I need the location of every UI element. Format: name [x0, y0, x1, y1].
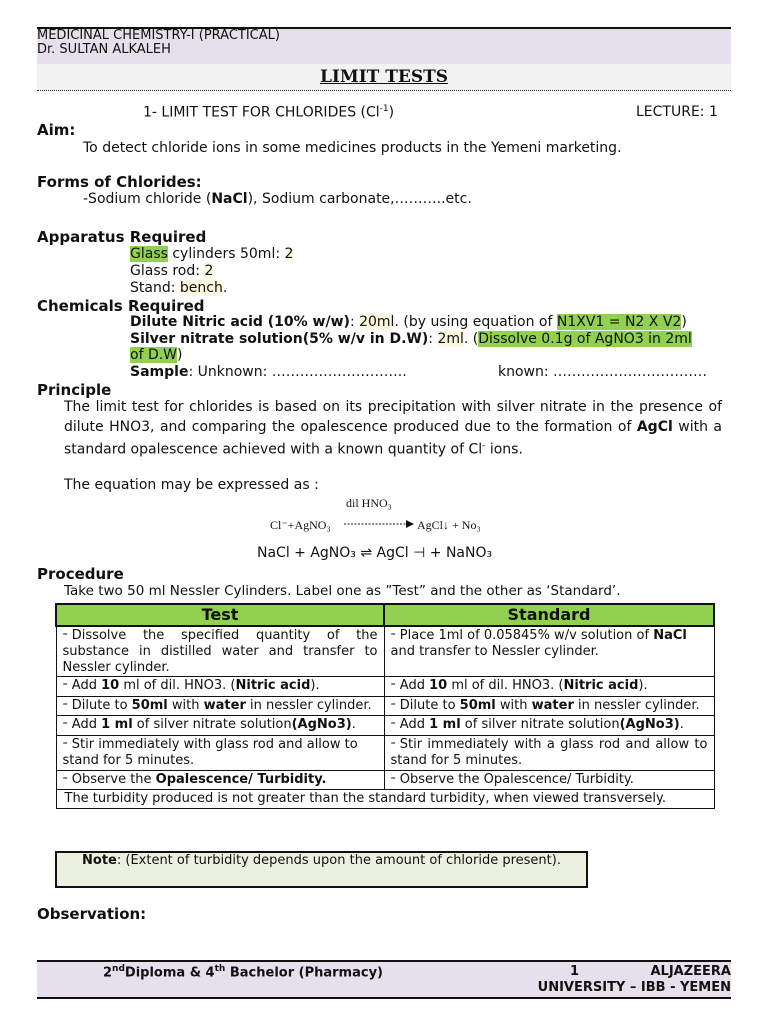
step3-c: with [167, 697, 204, 713]
standard-step-6 [384, 770, 714, 790]
test-step-3 [56, 696, 384, 716]
table-row [56, 626, 714, 677]
equation1-products: AgCl↓ + No₃ [417, 518, 481, 532]
note-label: Note [82, 853, 117, 868]
principle-sup: - [482, 441, 486, 451]
principle-text-a: The limit test for chlorides is based on its precipitation with silver nitrate in the presence of dilute HNO3, and comparing the opalescence produced due to the formation of [64, 399, 722, 435]
equation2: NaCl + AgNO₃ ⇌ AgCl ⊣ + NaNO₃ [257, 545, 493, 561]
title-band [37, 64, 731, 91]
table-row [56, 770, 714, 790]
page-number: 1 [570, 964, 580, 979]
table-row [56, 716, 714, 736]
step2-c: ml of dil. HNO3. ( [447, 678, 564, 693]
step2-d: Nitric acid [235, 678, 311, 693]
nitric-colon: : [349, 314, 360, 330]
table-conclusion-row [56, 790, 714, 809]
silver-amount: 2ml [437, 330, 464, 347]
nitric-note: . (by using equation of [394, 314, 557, 330]
test-step-6 [56, 770, 384, 790]
aim-heading: Aim: [37, 121, 76, 139]
chemicals-list [130, 314, 732, 380]
test-step-1-text: Dissolve the specified quantity of the substance in distilled water and transfer to Nessler cylinder. [62, 627, 378, 675]
equation1-reactants: Cl⁻+AgNO₃ [270, 518, 331, 532]
step4-b: 1 ml [101, 717, 133, 732]
chemical-silver-note-line2 [130, 347, 732, 364]
test-step-5 [56, 735, 384, 770]
procedure-table [55, 603, 715, 809]
step4-d: (AgNo3) [619, 717, 680, 732]
step6-b: Opalescence/ Turbidity. [155, 771, 327, 787]
chemicals-heading: Chemicals Required [37, 297, 205, 315]
footer-sup1: nd [112, 964, 125, 974]
step3-d: water [531, 697, 574, 713]
step3-a: Dilute to [71, 697, 132, 713]
silver-colon: : [428, 330, 438, 347]
bullet-icon: ⁼ [62, 630, 68, 642]
standard-column-header: Standard [384, 604, 714, 626]
forms-post: ), Sodium carbonate,………..etc. [247, 191, 472, 207]
stand-label: Stand: [130, 280, 180, 296]
standard-step-4 [384, 716, 714, 736]
test-step-1 [56, 626, 384, 677]
document-footer [37, 960, 731, 999]
principle-agcl: AgCl [636, 418, 673, 435]
principle-paragraph [64, 398, 722, 460]
forms-heading: Forms of Chlorides: [37, 173, 202, 191]
bullet-icon: ⁼ [390, 700, 396, 712]
note-box [55, 851, 588, 888]
step3-b: 50ml [459, 697, 496, 713]
table-row [56, 677, 714, 697]
principle-heading: Principle [37, 381, 112, 399]
apparatus-glass-cylinders [130, 246, 293, 263]
sample-known: known: …………………………… [498, 363, 708, 380]
std-step-1-a: Place 1ml of 0.05845% w/v solution of [399, 627, 654, 643]
footer-n1: 2 [103, 965, 113, 981]
apparatus-heading: Apparatus Required [37, 228, 207, 246]
std-step-5-text: Stir immediately with a glass rod and allow to stand for 5 minutes. [390, 736, 708, 768]
silver-close: ) [177, 347, 183, 363]
step4-c: of silver nitrate solution [132, 717, 292, 732]
step3-d: water [203, 697, 246, 713]
forms-pre: -Sodium chloride ( [83, 191, 212, 207]
silver-label: Silver nitrate solution(5% w/v in D.W) [130, 330, 429, 347]
bullet-icon: ⁼ [62, 681, 68, 692]
page-title: LIMIT TESTS [319, 67, 449, 87]
subtitle-superscript: -1 [379, 104, 389, 114]
silver-open: . ( [463, 330, 479, 347]
document-header [37, 27, 731, 65]
footer-university-2: UNIVERSITY – IBB - YEMEN [537, 980, 731, 995]
footer-program [103, 964, 383, 980]
apparatus-stand [130, 280, 293, 297]
bullet-icon: ⁼ [62, 739, 68, 751]
step4-a: Add [71, 717, 102, 732]
glass-rest: cylinders 50ml: [167, 246, 285, 262]
footer-sup2: th [214, 964, 226, 974]
nitric-close: ) [681, 314, 687, 330]
apparatus-glass-rod [130, 263, 293, 280]
sample-label: Sample [130, 363, 189, 380]
step3-e: in nessler cylinder. [573, 697, 700, 713]
principle-text-b: with a standard opalescence achieved with a known quantity of Cl [64, 418, 722, 458]
step2-e: ). [638, 678, 648, 693]
rod-label: Glass rod: [130, 263, 205, 279]
step2-a: Add [399, 678, 430, 693]
conclusion-text: The turbidity produced is not greater than the standard turbidity, when viewed transversely. [56, 790, 714, 809]
rod-count: 2 [204, 263, 214, 279]
stand-value: bench [179, 280, 223, 296]
silver-note-b: of D.W [130, 347, 178, 363]
std-step-6-text: Observe the Opalescence/ Turbidity. [399, 771, 634, 787]
test-step-4 [56, 716, 384, 736]
subtitle-close: ) [388, 104, 395, 121]
bullet-icon: ⁼ [390, 681, 396, 692]
bullet-icon: ⁼ [390, 774, 396, 786]
subtitle-text: 1- LIMIT TEST FOR CHLORIDES (Cl [143, 104, 380, 121]
step6-a: Observe the [71, 771, 156, 787]
equation-intro: The equation may be expressed as : [64, 477, 319, 493]
footer-mid: Diploma & 4 [124, 965, 215, 981]
bullet-icon: ⁼ [390, 630, 396, 642]
standard-step-3 [384, 696, 714, 716]
step2-b: 10 [101, 678, 120, 693]
chemical-nitric-acid [130, 314, 732, 331]
forms-text [83, 191, 472, 207]
note-text: : (Extent of turbidity depends upon the amount of chloride present). [116, 853, 561, 868]
table-header-row [56, 604, 714, 626]
step4-c: of silver nitrate solution [460, 717, 620, 732]
glass-count: 2 [284, 246, 294, 262]
step2-d: Nitric acid [563, 678, 639, 693]
test-step-2 [56, 677, 384, 697]
forms-nacl: NaCl [211, 191, 248, 207]
chemical-sample [130, 364, 732, 381]
step4-d: (AgNo3) [291, 717, 352, 732]
standard-step-1 [384, 626, 714, 677]
reaction-arrow-icon [344, 518, 414, 530]
procedure-heading: Procedure [37, 565, 124, 583]
bullet-icon: ⁼ [390, 739, 396, 751]
equation1-condition: dil HNO₃ [346, 496, 392, 510]
standard-step-5 [384, 735, 714, 770]
std-step-1-nacl: NaCl [653, 627, 687, 643]
bullet-icon: ⁼ [62, 774, 68, 786]
step2-b: 10 [429, 678, 448, 693]
step4-a: Add [399, 717, 430, 732]
footer-rest: Bachelor (Pharmacy) [225, 965, 383, 981]
step4-e: . [351, 717, 356, 732]
step2-e: ). [310, 678, 320, 693]
lecture-number: LECTURE: 1 [636, 104, 718, 120]
step3-a: Dilute to [399, 697, 460, 713]
step2-c: ml of dil. HNO3. ( [119, 678, 236, 693]
nitric-equation: N1XV1 = N2 X V2 [556, 314, 682, 330]
nitric-amount: 20ml [359, 314, 395, 330]
step2-a: Add [71, 678, 102, 693]
apparatus-list [130, 246, 293, 297]
step3-b: 50ml [131, 697, 168, 713]
step4-b: 1 ml [429, 717, 461, 732]
test-subtitle [143, 104, 394, 121]
sample-unknown: : Unknown: ……………………….. [188, 363, 407, 380]
bullet-icon: ⁼ [390, 720, 396, 731]
table-row [56, 735, 714, 770]
nitric-label: Dilute Nitric acid (10% w/w) [130, 314, 350, 330]
test-step-5-text: Stir immediately with glass rod and allow to stand for 5 minutes. [62, 736, 358, 768]
test-column-header: Test [56, 604, 384, 626]
std-step-1-c: and transfer to Nessler cylinder. [390, 644, 599, 659]
step3-c: with [495, 697, 532, 713]
silver-note-a: Dissolve 0.1g of AgNO3 in 2ml [478, 330, 692, 347]
aim-text: To detect chloride ions in some medicines products in the Yemeni marketing. [83, 140, 622, 156]
chemical-silver-nitrate [130, 331, 732, 348]
footer-university-1: ALJAZEERA [650, 964, 731, 979]
stand-end: . [222, 280, 228, 296]
standard-step-2 [384, 677, 714, 697]
course-title: MEDICINAL CHEMISTRY-I (PRACTICAL) [37, 28, 280, 43]
principle-text-c: ions. [485, 441, 523, 458]
step4-e: . [679, 717, 684, 732]
instructor-name: Dr. SULTAN ALKALEH [37, 42, 171, 57]
step3-e: in nessler cylinder. [245, 697, 372, 713]
observation-heading: Observation: [37, 905, 147, 923]
procedure-intro: Take two 50 ml Nessler Cylinders. Label one as ”Test” and the other as ‘Standard’. [64, 583, 621, 599]
bullet-icon: ⁼ [62, 720, 68, 731]
table-row [56, 696, 714, 716]
glass-highlight: Glass [130, 246, 168, 262]
bullet-icon: ⁼ [62, 700, 68, 712]
